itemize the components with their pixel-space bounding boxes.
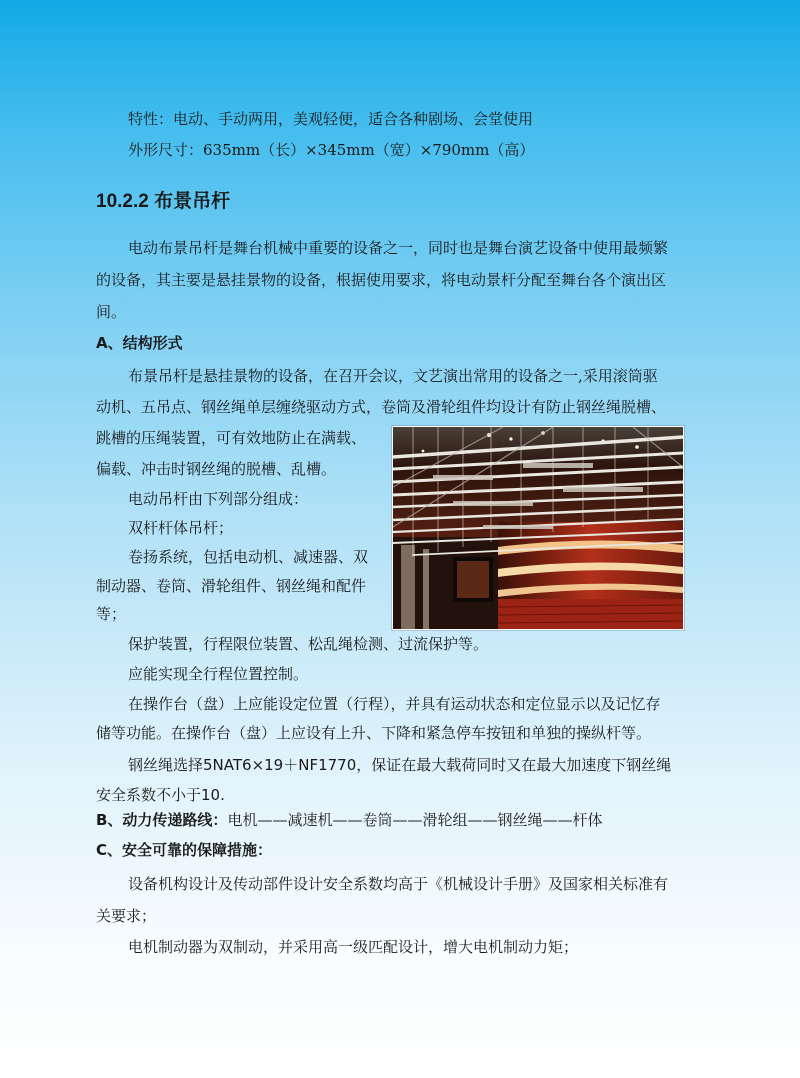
structure-line: 偏载、冲击时钢丝绳的脱槽、乱槽。 (96, 460, 337, 478)
structure-line: 跳槽的压绳装置，可有效地防止在满载、 (96, 429, 367, 447)
theatre-illustration (393, 427, 683, 629)
safety-line: 电机制动器为双制动，并采用高一级匹配设计，增大电机制动力矩； (128, 938, 579, 956)
intro-line: 的设备，其主要是悬挂景物的设备，根据使用要求，将电动景杆分配至舞台各个演出区 (96, 271, 667, 289)
power-route-text: 电机——减速机——卷筒——滑轮组——钢丝绳——杆体 (227, 811, 603, 829)
structure-line: 动机、五吊点、钢丝绳单层缠绕驱动方式，卷筒及滑轮组件均设计有防止钢丝绳脱槽、 (96, 398, 667, 416)
structure-line: 制动器、卷筒、滑轮组件、钢丝绳和配件 (96, 577, 367, 595)
structure-line: 等； (96, 605, 127, 623)
subheading-safety: C、安全可靠的保障措施： (96, 841, 273, 859)
power-route-row (96, 810, 602, 830)
structure-line: 储等功能。在操作台（盘）上应设有上升、下降和紧急停车按钮和单独的操纵杆等。 (96, 724, 652, 742)
section-title: 10.2.2 布景吊杆 (96, 191, 231, 212)
size-line: 外形尺寸：635mm（长）×345mm（宽）×790mm（高） (128, 141, 535, 159)
structure-line: 布景吊杆是悬挂景物的设备，在召开会议，文艺演出常用的设备之一,采用滚筒驱 (128, 367, 658, 385)
safety-line: 关要求； (96, 907, 157, 925)
subheading-power-route: B、动力传递路线： (96, 811, 228, 829)
structure-line: 保护装置，行程限位装置、松乱绳检测、过流保护等。 (128, 635, 489, 653)
subheading-structure: A、结构形式 (96, 334, 183, 352)
feature-line: 特性：电动、手动两用，美观轻便，适合各种剧场、会堂使用 (128, 110, 534, 128)
structure-line: 卷扬系统，包括电动机、减速器、双 (128, 548, 369, 566)
structure-line: 在操作台（盘）上应能设定位置（行程），并具有运动状态和定位显示以及记忆存 (128, 695, 661, 713)
structure-line: 安全系数不小于10. (96, 786, 225, 804)
intro-line: 间。 (96, 303, 127, 321)
safety-line: 设备机构设计及传动部件设计安全系数均高于《机械设计手册》及国家相关标准有 (128, 875, 669, 893)
intro-line: 电动布景吊杆是舞台机械中重要的设备之一，同时也是舞台演艺设备中使用最频繁 (128, 239, 669, 257)
structure-line: 钢丝绳选择5NAT6×19＋NF1770，保证在最大载荷同时又在最大加速度下钢丝绳 (128, 756, 672, 774)
theatre-fly-system-photo (392, 426, 684, 630)
structure-line: 应能实现全行程位置控制。 (128, 665, 309, 683)
structure-line: 电动吊杆由下列部分组成： (128, 490, 309, 508)
structure-line: 双杆杆体吊杆； (128, 519, 234, 537)
